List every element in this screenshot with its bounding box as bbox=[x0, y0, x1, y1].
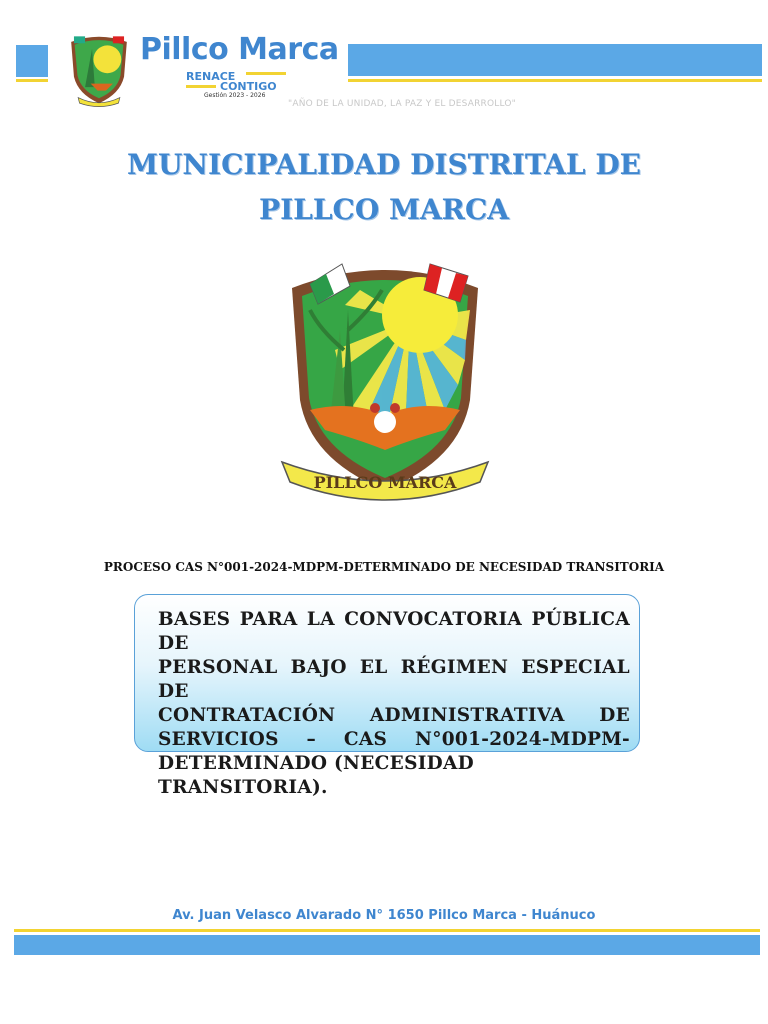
brand-tagline-2: CONTIGO bbox=[220, 80, 277, 93]
crest-banner-text: PILLCO MARCA bbox=[313, 473, 457, 492]
municipal-crest-icon bbox=[64, 28, 134, 108]
page-title-line-1: MUNICIPALIDAD DISTRITAL DE bbox=[127, 148, 641, 181]
footer-accent bbox=[14, 929, 760, 932]
bases-line: CONTRATACIÓN ADMINISTRATIVA DE bbox=[158, 705, 630, 726]
municipal-crest-icon bbox=[270, 250, 500, 520]
header-bar-left bbox=[16, 45, 48, 77]
brand-accent bbox=[246, 72, 286, 75]
bases-title bbox=[158, 608, 630, 800]
brand-tagline-1: RENACE bbox=[186, 70, 236, 83]
bases-line: DETERMINADO (NECESIDAD TRANSITORIA). bbox=[158, 753, 475, 798]
header-bar-right bbox=[348, 44, 762, 76]
page-title-line-2: PILLCO MARCA bbox=[259, 193, 509, 226]
header-accent-right bbox=[348, 79, 762, 82]
brand-accent bbox=[186, 85, 216, 88]
header-accent-left bbox=[16, 79, 48, 82]
bases-line: PERSONAL BAJO EL RÉGIMEN ESPECIAL DE bbox=[158, 657, 630, 702]
bases-line: BASES PARA LA CONVOCATORIA PÚBLICA DE bbox=[158, 609, 630, 654]
process-code: PROCESO CAS N°001-2024-MDPM-DETERMINADO DE NECESIDAD TRANSITORIA bbox=[103, 560, 665, 574]
brand-gestion: Gestión 2023 - 2026 bbox=[204, 92, 266, 99]
year-motto: "AÑO DE LA UNIDAD, LA PAZ Y EL DESARROLLO" bbox=[288, 99, 517, 109]
footer-address: Av. Juan Velasco Alvarado N° 1650 Pillco Marca - Huánuco bbox=[172, 908, 596, 923]
bases-line: SERVICIOS – CAS N°001-2024-MDPM- bbox=[158, 729, 630, 750]
footer-bar bbox=[14, 935, 760, 955]
brand-name: Pillco Marca bbox=[140, 32, 339, 67]
